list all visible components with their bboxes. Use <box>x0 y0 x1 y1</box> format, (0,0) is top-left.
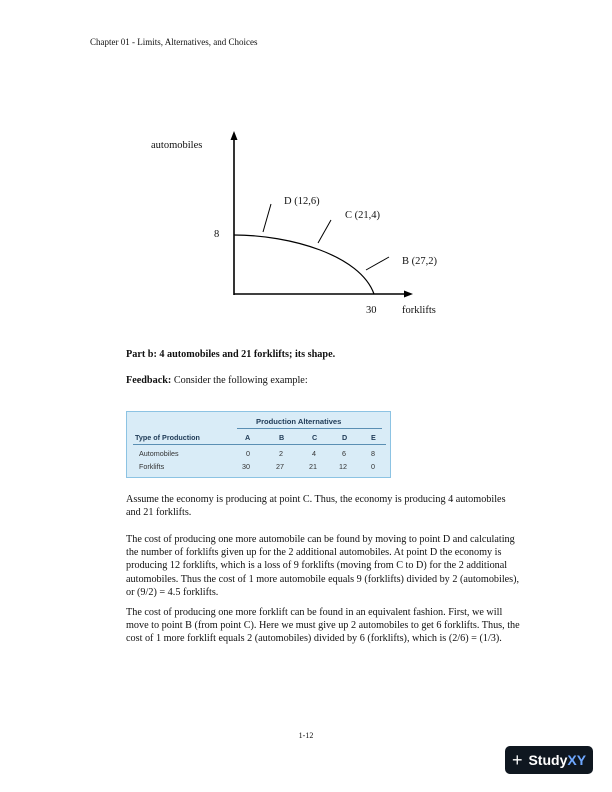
table-cell: 2 <box>279 449 283 458</box>
x-axis-arrow-icon <box>404 291 413 298</box>
paragraph-2: The cost of producing one more automobile can be found by moving to point D and calculating the number of forklifts given up for the 2 additional automobiles. At point D the economy is producing 12 forklifts, which is a loss of 9 forklifts (moving from C to D) for the 2 additional automobiles. Thus the cost of 1 more automobile equals 9 (forklifts) divided by 2 (automobiles), or (9/2) = 4.5 forklifts. <box>126 534 520 598</box>
paragraph-1: Assume the economy is producing at point C. Thus, the economy is producing 4 automobiles and 21 forklifts. <box>126 494 506 519</box>
production-table <box>126 411 391 478</box>
ppf-graph-svg <box>140 125 460 325</box>
plus-icon: + <box>511 749 523 770</box>
table-title: Production Alternatives <box>256 417 342 426</box>
point-c-label: C (21,4) <box>345 210 380 221</box>
col-header: E <box>371 433 376 442</box>
pointer-c <box>318 220 331 243</box>
y-tick-label: 8 <box>214 229 220 240</box>
table-cell: 27 <box>276 462 284 471</box>
paragraph-3: The cost of producing one more forklift can be found in an equivalent fashion. First, we will move to point B (from point C). Here we must give up 2 automobiles to get 6 forklifts. Thus, the cost of 1 more forklift equals 2 (automobiles) divided by 6 (forklifts), which is (2/6) = (1/3). <box>126 607 520 645</box>
col-header: B <box>279 433 285 442</box>
y-axis-arrow-icon <box>231 131 238 140</box>
x-axis-label: forklifts <box>402 305 436 316</box>
col-header: D <box>342 433 348 442</box>
table-cell: 30 <box>242 462 250 471</box>
pointer-b <box>366 257 389 270</box>
studyxy-badge[interactable] <box>505 746 593 774</box>
x-tick-label: 30 <box>366 305 377 316</box>
col-header: A <box>245 433 251 442</box>
table-cell: 0 <box>246 449 250 458</box>
table-cell: 8 <box>371 449 375 458</box>
part-b-answer: Part b: 4 automobiles and 21 forklifts; its shape. <box>126 349 336 360</box>
point-b-label: B (27,2) <box>402 256 437 267</box>
feedback-intro: Feedback: Consider the following example: <box>126 375 308 386</box>
ppf-curve <box>234 235 374 294</box>
y-axis-label: automobiles <box>151 140 203 151</box>
badge-brand-study: Study <box>528 752 568 768</box>
table-cell: 12 <box>339 462 347 471</box>
row-label: Forklifts <box>139 462 165 471</box>
table-cell: 0 <box>371 462 375 471</box>
page-number: 1-12 <box>298 731 314 740</box>
chapter-header: Chapter 01 - Limits, Alternatives, and Choices <box>90 37 258 47</box>
ppf-graph <box>140 125 460 325</box>
table-type-header: Type of Production <box>135 433 200 442</box>
table-cell: 6 <box>342 449 346 458</box>
row-label: Automobiles <box>139 449 179 458</box>
col-header: C <box>312 433 318 442</box>
point-d-label: D (12,6) <box>284 196 320 207</box>
table-cell: 4 <box>312 449 316 458</box>
badge-brand-xy: XY <box>567 752 587 768</box>
table-cell: 21 <box>309 462 317 471</box>
pointer-d <box>263 204 271 232</box>
